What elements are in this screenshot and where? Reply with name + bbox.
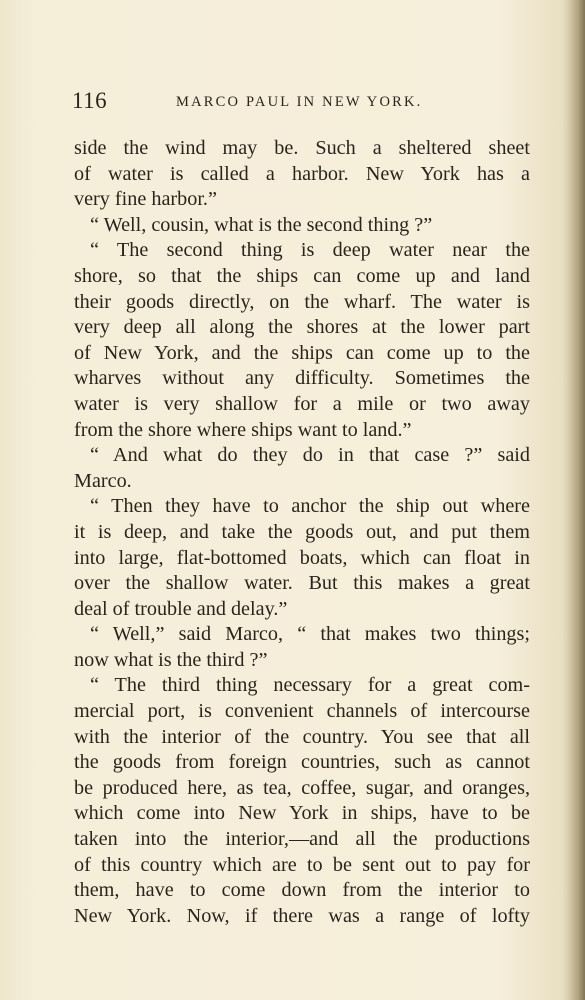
text-line: Marco. — [74, 469, 132, 492]
text-line: now what is the third ?” — [74, 648, 268, 671]
text-line: it is deep, and take the goods out, and put them — [74, 520, 530, 543]
text-line: over the shallow water. But this makes a great — [74, 572, 530, 595]
text-line: deal of trouble and delay.” — [74, 597, 288, 620]
page-number: 116 — [72, 88, 108, 113]
text-line: very fine harbor.” — [74, 188, 217, 211]
text-line: shore, so that the ships can come up and land — [74, 264, 530, 287]
text-line: their goods directly, on the wharf. The water is — [74, 290, 530, 313]
text-line: mercial port, is convenient channels of intercourse — [74, 700, 530, 723]
text-line: into large, flat-bottomed boats, which can float in — [74, 546, 530, 569]
text-line: side the wind may be. Such a sheltered sheet — [74, 137, 530, 159]
text-line: “ Well,” said Marco, “ that makes two things; — [90, 623, 530, 646]
text-line: “ The second thing is deep water near the — [90, 239, 530, 262]
text-line: of water is called a harbor. New York has a — [74, 162, 530, 185]
page-edge-shadow — [567, 0, 585, 1000]
text-line: “ Then they have to anchor the ship out where — [90, 495, 530, 518]
text-line: “ Well, cousin, what is the second thing ?” — [90, 213, 433, 236]
text-line: wharves without any difficulty. Sometimes the — [74, 367, 530, 390]
text-line: water is very shallow for a mile or two away — [74, 392, 530, 415]
text-line: be produced here, as tea, coffee, sugar, and oranges, — [74, 776, 530, 799]
text-line: very deep all along the shores at the lower part — [74, 316, 530, 339]
text-line: taken into the interior,—and all the productions — [74, 828, 530, 851]
text-line: “ The third thing necessary for a great com- — [90, 674, 530, 697]
text-line: from the shore where ships want to land.” — [74, 418, 412, 441]
text-line: New York. Now, if there was a range of lofty — [74, 904, 530, 927]
text-line: with the interior of the country. You see that all — [74, 725, 530, 748]
text-line: “ And what do they do in that case ?” said — [90, 444, 530, 467]
text-line: of New York, and the ships can come up to the — [74, 341, 530, 364]
text-line: which come into New York in ships, have to be — [74, 802, 530, 825]
text-line: of this country which are to be sent out to pay for — [74, 853, 530, 876]
body-text — [74, 136, 530, 929]
running-head: MARCO PAUL IN NEW YORK. — [176, 94, 423, 110]
page-header — [72, 88, 532, 118]
text-line: the goods from foreign countries, such as cannot — [74, 751, 530, 774]
text-line: them, have to come down from the interior to — [74, 879, 530, 902]
